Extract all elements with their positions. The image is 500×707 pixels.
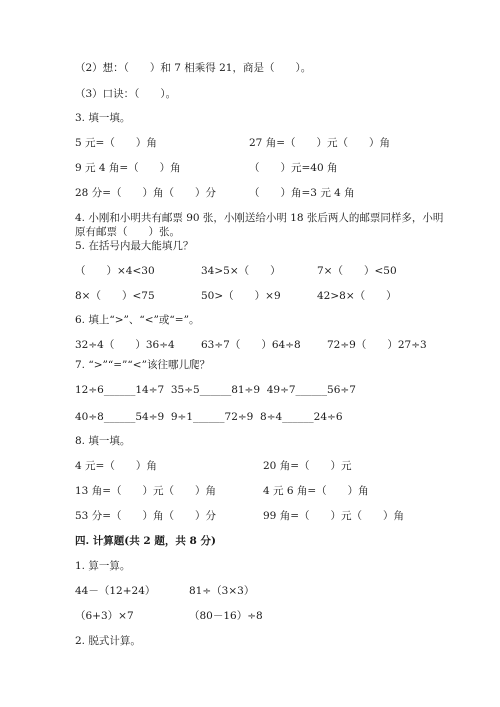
calc-2-title: 2. 脱式计算。 (75, 635, 141, 647)
section-5-item: 7×（ ）<50 (317, 265, 397, 277)
section-3-item: （ ）角=3 元 4 角 (249, 187, 355, 199)
calc-1-item: 81÷（3×3） (189, 585, 255, 597)
section-8-item: 53 分=（ ）角（ ）分 (75, 510, 216, 522)
section-8-item: 99 角=（ ）元（ ）角 (263, 510, 404, 522)
section-8-item: 13 角=（ ）元（ ）角 (75, 485, 216, 497)
section-6-title: 6. 填上“>”、“<”或“=”。 (75, 314, 200, 326)
section-8-item: 4 元 6 角=（ ）角 (263, 485, 369, 497)
section-3-item: 5 元=（ ）角 (75, 137, 157, 149)
q3-rhyme-line: （3）口诀：（ ）。 (75, 88, 177, 100)
calc-1-item: （80－16）÷8 (189, 610, 263, 622)
section-5-item: 8×（ ）<75 (75, 290, 155, 302)
section-5-item: 42>8×（ ） (317, 290, 397, 302)
calc-1-item: （6+3）×7 (75, 610, 134, 622)
section-4-line-1: 4. 小刚和小明共有邮票 90 张，小刚送给小明 18 张后两人的邮票同样多，小明 (75, 212, 444, 224)
section-8-item: 20 角=（ ）元 (263, 460, 352, 472)
section-6-item: 63÷7（ ）64÷8 (201, 339, 301, 351)
section-7-title: 7. “>”“=”“<”该往哪儿爬？ (75, 359, 210, 371)
q2-think-line: （2）想：（ ）和 7 相乘得 21，商是（ ）。 (75, 62, 312, 74)
section-3-item: 28 分=（ ）角（ ）分 (75, 187, 216, 199)
section-5-item: （ ）×4<30 (75, 265, 155, 277)
section-6-item: 32÷4（ ）36÷4 (75, 339, 175, 351)
section-5-item: 50>（ ）×9 (201, 290, 281, 302)
section-5-item: 34>5×（ ） (201, 265, 281, 277)
part-4-heading: 四. 计算题(共 2 题，共 8 分) (75, 535, 216, 547)
calc-1-item: 44－（12+24） (75, 585, 156, 597)
section-3-title: 3. 填一填。 (75, 112, 131, 124)
section-3-item: （ ）元=40 角 (249, 162, 338, 174)
section-8-title: 8. 填一填。 (75, 435, 131, 447)
section-7-row: 12÷6______14÷7 35÷5______81÷9 49÷7______56÷7 (75, 384, 356, 396)
section-4-line-2: 原有邮票（ ）张。 (75, 226, 180, 238)
section-5-title: 5. 在括号内最大能填几？ (75, 240, 194, 252)
section-6-item: 72÷9（ ）27÷3 (327, 339, 427, 351)
section-3-item: 27 角=（ ）元（ ）角 (249, 137, 390, 149)
section-7-row: 40÷8______54÷9 9÷1______72÷9 8÷4______24÷6 (75, 411, 343, 423)
section-3-item: 9 元 4 角=（ ）角 (75, 162, 181, 174)
calc-1-title: 1. 算一算。 (75, 560, 131, 572)
section-8-item: 4 元=（ ）角 (75, 460, 157, 472)
